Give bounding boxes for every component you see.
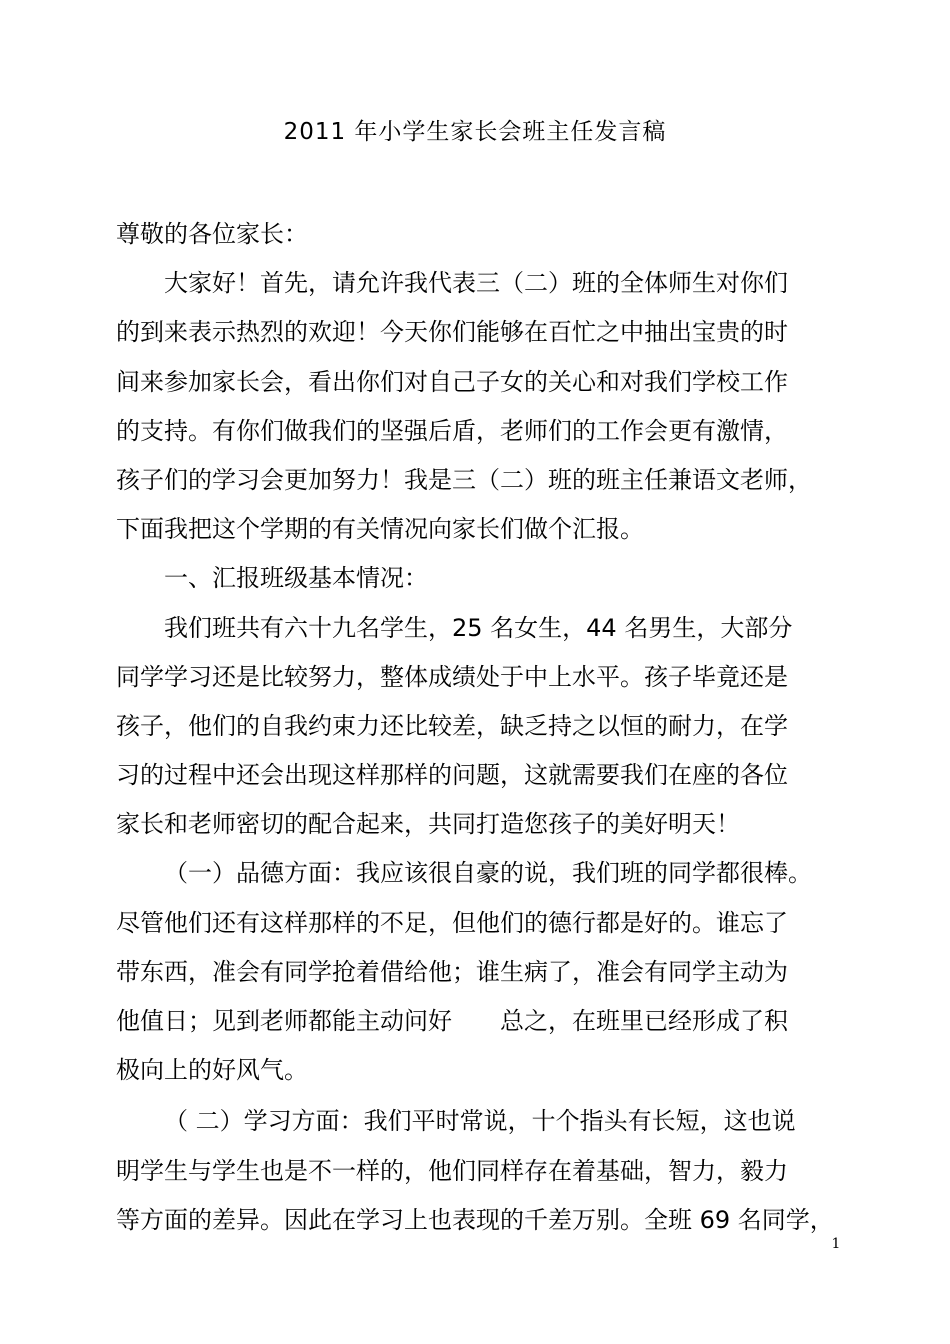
paragraph-line: 孩子们的学习会更加努力！我是三（二）班的班主任兼语文老师，	[116, 465, 812, 494]
paragraph-line: 明学生与学生也是不一样的，他们同样存在着基础，智力，毅力	[116, 1156, 788, 1185]
subsection-line: （ 二）学习方面：我们平时常说，十个指头有长短，这也说	[164, 1107, 796, 1136]
document-body	[116, 210, 838, 1245]
paragraph-line: 同学学习还是比较努力，整体成绩处于中上水平。孩子毕竟还是	[116, 662, 788, 691]
paragraph-line: 孩子，他们的自我约束力还比较差，缺乏持之以恒的耐力，在学	[116, 711, 788, 740]
paragraph-line: 等方面的差异。因此在学习上也表现的千差万别。全班 69 名同学，	[116, 1205, 834, 1234]
paragraph-line: 的支持。有你们做我们的坚强后盾，老师们的工作会更有激情，	[116, 416, 788, 445]
paragraph-line: 的到来表示热烈的欢迎！今天你们能够在百忙之中抽出宝贵的时	[116, 318, 788, 347]
paragraph-line: 我们班共有六十九名学生，25 名女生，44 名男生，大部分	[164, 613, 793, 642]
paragraph-line: 习的过程中还会出现这样那样的问题，这就需要我们在座的各位	[116, 761, 788, 790]
paragraph-line: 间来参加家长会，看出你们对自己子女的关心和对我们学校工作	[116, 367, 788, 396]
document-title: 2011 年小学生家长会班主任发言稿	[283, 119, 667, 145]
paragraph-line: 下面我把这个学期的有关情况向家长们做个汇报。	[116, 515, 644, 544]
salutation-line: 尊敬的各位家长：	[116, 220, 308, 248]
paragraph-line: 极向上的好风气。	[116, 1056, 308, 1085]
subsection-line: （一）品德方面：我应该很自豪的说，我们班的同学都很棒。	[164, 859, 812, 888]
paragraph-line: 尽管他们还有这样那样的不足，但他们的德行都是好的。谁忘了	[116, 908, 788, 937]
page-number: 1	[831, 1236, 841, 1252]
paragraph-line: 家长和老师密切的配合起来，共同打造您孩子的美好明天！	[116, 810, 740, 839]
paragraph-line: 大家好！首先，请允许我代表三（二）班的全体师生对你们	[164, 269, 788, 298]
paragraph-line: 带东西，准会有同学抢着借给他；谁生病了，准会有同学主动为	[116, 957, 788, 986]
paragraph-line: 他值日；见到老师都能主动问好 总之，在班里已经形成了积	[116, 1007, 788, 1035]
section-heading: 一、汇报班级基本情况：	[164, 564, 428, 593]
